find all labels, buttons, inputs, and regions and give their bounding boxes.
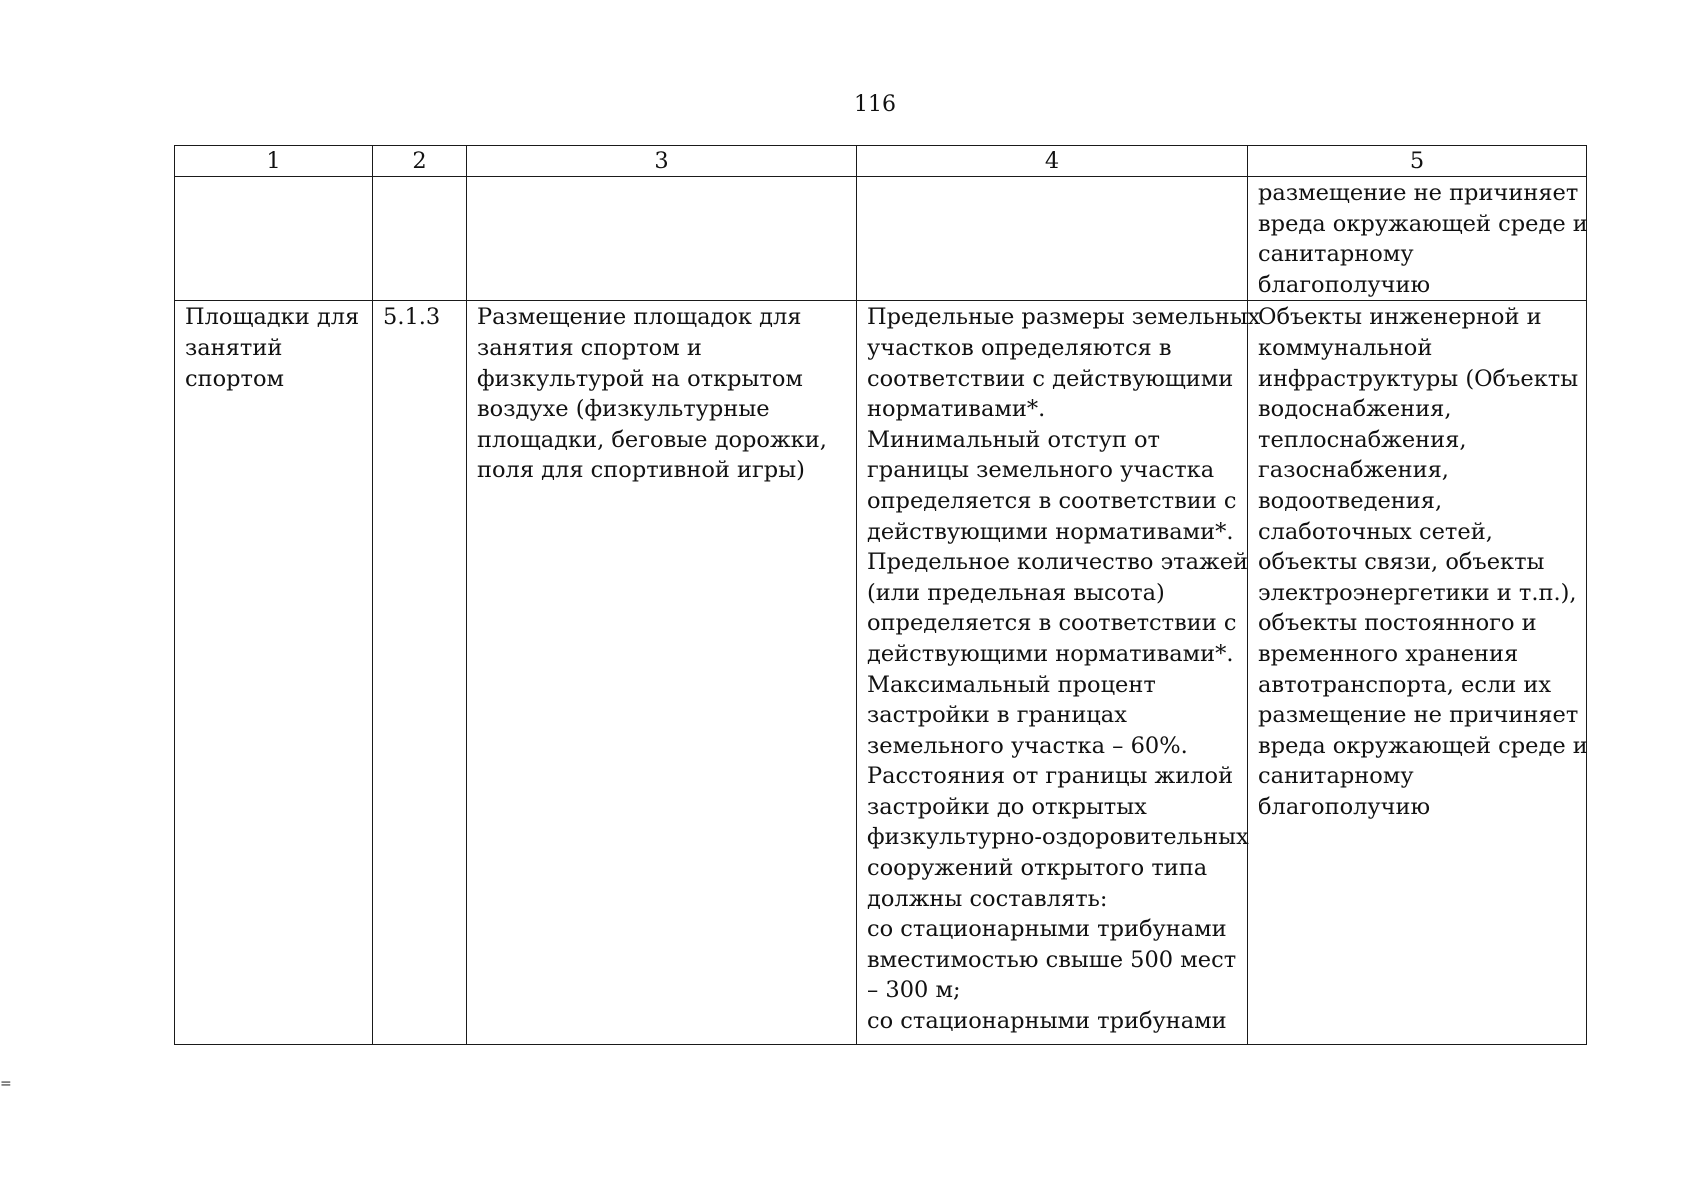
cell-text-line: вреда окружающей среде и [1258,732,1588,759]
cell-text-line: участков определяются в [867,334,1172,361]
cell-text-line: со стационарными трибунами [867,916,1227,943]
cell-text-line: земельного участка – 60%. [867,732,1188,759]
margin-mark: = [0,1076,12,1092]
cell-text-line: действующими нормативами*. [867,640,1234,667]
header-col-1: 1 [175,146,373,177]
cell-text-line: застройки в границах [867,702,1127,729]
cell-text-line: Объекты инженерной и [1258,304,1542,331]
cell-text-line: вместимостью свыше 500 мест [867,946,1237,973]
cell-text-line: Предельное количество этажей [867,549,1249,576]
cell-text-line: размещение не причиняет [1258,180,1579,206]
cell-cont-col5 [1248,177,1587,301]
cell-text-line: инфраструктуры (Объекты [1258,365,1579,392]
cell-text-line: спортом [185,365,285,392]
cell-text-line: благополучию [1258,793,1431,820]
cell-text-line: воздухе (физкультурные [477,396,770,423]
cell-text-line: водоснабжения, [1258,396,1452,423]
header-col-5: 5 [1248,146,1587,177]
cell-text-line: санитарному [1258,241,1414,268]
cell-text-line: вреда окружающей среде и [1258,210,1588,237]
cell-text-line: занятий [185,334,283,361]
cell-text-line: Расстояния от границы жилой [867,763,1234,790]
cell-cont-col4 [857,177,1248,301]
cell-text-line: действующими нормативами*. [867,518,1234,545]
cell-cont-col2 [373,177,467,301]
cell-text-line: занятия спортом и [477,334,702,361]
cell-text-line: определяется в соответствии с [867,487,1237,514]
cell-land-use-description [467,301,857,1045]
table-header-row [175,146,1587,177]
cell-text-line: Максимальный процент [867,671,1156,698]
cell-text-line: нормативами*. [867,396,1046,423]
cell-text-line: физкультурой на открытом [477,365,803,392]
cell-text-line: – 300 м; [867,977,961,1004]
cell-text-line: поля для спортивной игры) [477,457,805,484]
cell-land-use-name [175,301,373,1045]
cell-text-line: границы земельного участка [867,457,1215,484]
land-use-table [174,145,1587,1045]
cell-text-line: санитарному [1258,763,1414,790]
cell-text-line: теплоснабжения, [1258,426,1467,453]
cell-text-line: объекты связи, объекты [1258,549,1545,576]
cell-text-line: сооружений открытого типа [867,855,1208,882]
cell-text-line: соответствии с действующими [867,365,1234,392]
cell-text-line: определяется в соответствии с [867,610,1237,637]
cell-text-line: Размещение площадок для [477,304,802,331]
cell-cont-col1 [175,177,373,301]
cell-text-line: автотранспорта, если их [1258,671,1552,698]
cell-text-line: физкультурно-оздоровительных [867,824,1249,851]
cell-text-line: должны составлять: [867,885,1108,912]
header-col-3: 3 [467,146,857,177]
cell-cont-col3 [467,177,857,301]
cell-land-use-code [373,301,467,1045]
header-col-2: 2 [373,146,467,177]
cell-text-line: площадки, беговые дорожки, [477,426,827,453]
cell-text-line: коммунальной [1258,334,1433,361]
cell-text-line: электроэнергетики и т.п.), [1258,579,1577,606]
cell-text-line: газоснабжения, [1258,457,1449,484]
table-row-continuation [175,177,1587,301]
cell-text-line: (или предельная высота) [867,579,1165,606]
cell-auxiliary-uses [1248,301,1587,1045]
page-number: 116 [854,92,896,117]
cell-text-line: застройки до открытых [867,793,1147,820]
cell-text-line: благополучию [1258,271,1431,298]
cell-text-line: временного хранения [1258,640,1519,667]
cell-text-line: слаботочных сетей, [1258,518,1493,545]
cell-text-line: Предельные размеры земельных [867,304,1261,331]
table-row-sports-grounds [175,301,1587,1045]
cell-text-line: Площадки для [185,304,360,331]
cell-text-line: водоотведения, [1258,487,1443,514]
cell-text-line: 5.1.3 [383,304,441,331]
header-col-4: 4 [857,146,1248,177]
cell-text-line: объекты постоянного и [1258,610,1537,637]
cell-text-line: размещение не причиняет [1258,702,1579,729]
cell-text-line: Минимальный отступ от [867,426,1160,453]
cell-parameters [857,301,1261,1045]
cell-text-line: со стационарными трибунами [867,1008,1227,1035]
